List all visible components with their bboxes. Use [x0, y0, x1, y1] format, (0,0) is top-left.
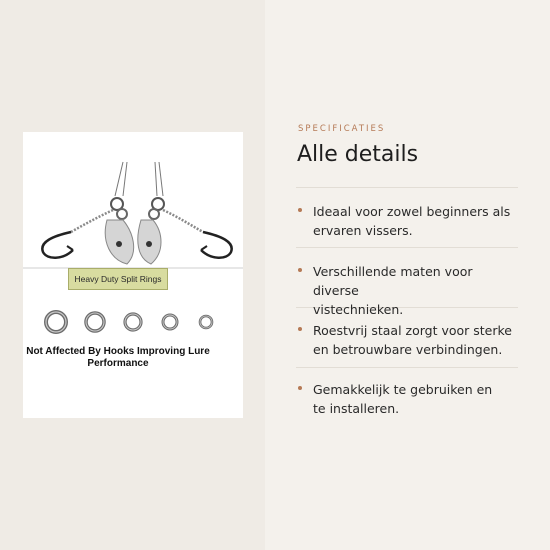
split-ring-4-highlight: [163, 315, 177, 329]
line-left-b: [123, 162, 127, 196]
split-ring-2-highlight: [86, 313, 104, 331]
hook-left: [42, 232, 73, 258]
hook-left-barb: [67, 246, 73, 250]
divider: [296, 247, 518, 248]
line-left: [115, 162, 123, 196]
hook-right-barb: [201, 246, 207, 250]
divider: [296, 367, 518, 368]
line-right-b: [159, 162, 163, 196]
section-eyebrow: SPECIFICATIES: [298, 124, 386, 134]
product-banner: Heavy Duty Split Rings: [68, 268, 168, 290]
lure-left-eye: [116, 241, 122, 247]
list-item-text: Verschillende maten voor diverse vistechnieken.: [313, 264, 473, 317]
product-caption: Not Affected By Hooks Improving Lure Performance: [26, 346, 210, 369]
split-ring-3-highlight: [125, 314, 141, 330]
divider: [296, 187, 518, 188]
bullet-dot-icon: [298, 208, 302, 212]
bullet-dot-icon: [298, 327, 302, 331]
ring-left-mid: [117, 209, 127, 219]
split-ring-1-highlight: [46, 312, 66, 332]
left-panel: [0, 0, 265, 550]
split-ring-5-highlight: [200, 316, 212, 328]
bullet-dot-icon: [298, 386, 302, 390]
section-title: Alle details: [297, 142, 419, 167]
ring-right-mid: [149, 209, 159, 219]
line-right: [155, 162, 157, 196]
lure-right-eye: [146, 241, 152, 247]
bullet-dot-icon: [298, 268, 302, 272]
hook-right: [201, 232, 232, 258]
list-item-text: Roestvrij staal zorgt voor sterke en betrouwbare verbindingen.: [313, 323, 512, 357]
braid-right: [163, 210, 203, 232]
list-item-text: Ideaal voor zowel beginners als ervaren vissers.: [313, 204, 511, 238]
list-item-text: Gemakkelijk te gebruiken en te installeren.: [313, 382, 493, 416]
